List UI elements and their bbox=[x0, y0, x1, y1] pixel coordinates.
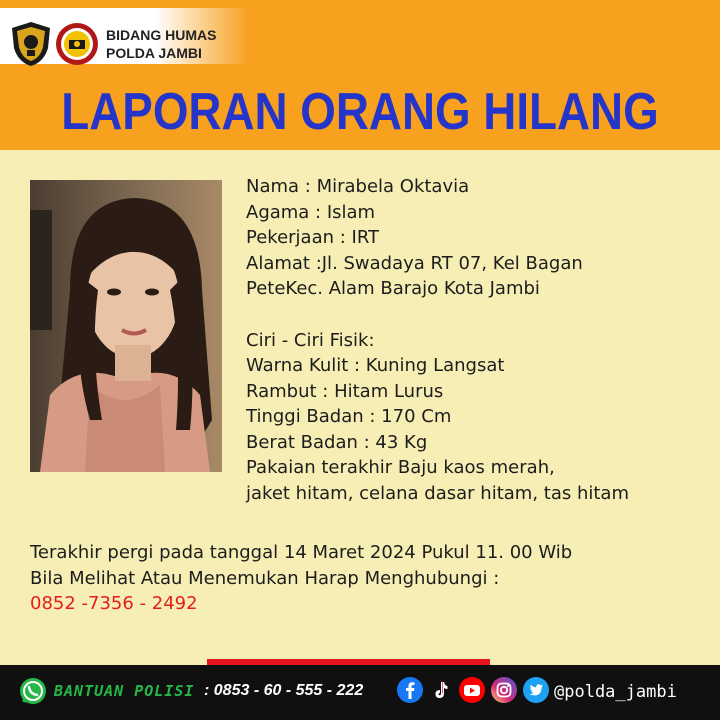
details-spacer bbox=[246, 302, 629, 328]
detail-hair: Rambut : Hitam Lurus bbox=[246, 380, 444, 402]
person-details bbox=[246, 174, 629, 506]
social-handle[interactable]: @polda_jambi bbox=[554, 682, 677, 702]
youtube-icon[interactable] bbox=[458, 676, 486, 704]
org-line-1: BIDANG HUMAS bbox=[106, 27, 217, 43]
detail-clothing-2: jaket hitam, celana dasar hitam, tas hitam bbox=[246, 482, 629, 504]
detail-clothing-1: Pakaian terakhir Baju kaos merah, bbox=[246, 457, 555, 478]
police-badge-logo bbox=[8, 20, 54, 68]
whatsapp-icon[interactable] bbox=[18, 676, 48, 706]
org-name bbox=[106, 26, 216, 62]
features-heading: Ciri - Ciri Fisik: bbox=[246, 329, 375, 351]
detail-height: Tinggi Badan : 170 Cm bbox=[246, 406, 452, 427]
notice-block bbox=[30, 540, 572, 617]
detail-weight: Berat Badan : 43 Kg bbox=[246, 431, 428, 453]
page-title: LAPORAN ORANG HILANG bbox=[61, 83, 659, 141]
instagram-icon[interactable] bbox=[490, 676, 518, 704]
twitter-icon[interactable] bbox=[522, 676, 550, 704]
contact-phone[interactable]: 0852 -7356 - 2492 bbox=[30, 593, 198, 614]
detail-name: Nama : Mirabela Oktavia bbox=[246, 176, 470, 197]
detail-occupation: Pekerjaan : IRT bbox=[246, 227, 380, 248]
contact-prompt: Bila Melihat Atau Menemukan Harap Menghubungi : bbox=[30, 567, 500, 589]
detail-skin: Warna Kulit : Kuning Langsat bbox=[246, 355, 505, 376]
hotline-number[interactable]: : 0853 - 60 - 555 - 222 bbox=[204, 682, 364, 699]
header-banner bbox=[0, 0, 720, 150]
bantuan-polisi-label: BANTUAN POLISI bbox=[54, 682, 195, 700]
tiktok-icon[interactable] bbox=[426, 676, 454, 704]
facebook-icon[interactable] bbox=[396, 676, 424, 704]
org-line-2: POLDA JAMBI bbox=[106, 45, 202, 61]
detail-address-1: Alamat :Jl. Swadaya RT 07, Kel Bagan bbox=[246, 252, 583, 274]
humas-seal-logo bbox=[54, 20, 100, 68]
footer-bar bbox=[0, 665, 720, 720]
org-strip bbox=[0, 8, 250, 64]
missing-person-photo bbox=[30, 180, 222, 472]
detail-address-2: PeteKec. Alam Barajo Kota Jambi bbox=[246, 278, 540, 299]
last-seen-text: Terakhir pergi pada tanggal 14 Maret 2024 Pukul 11. 00 Wib bbox=[30, 542, 573, 563]
detail-religion: Agama : Islam bbox=[246, 201, 376, 223]
